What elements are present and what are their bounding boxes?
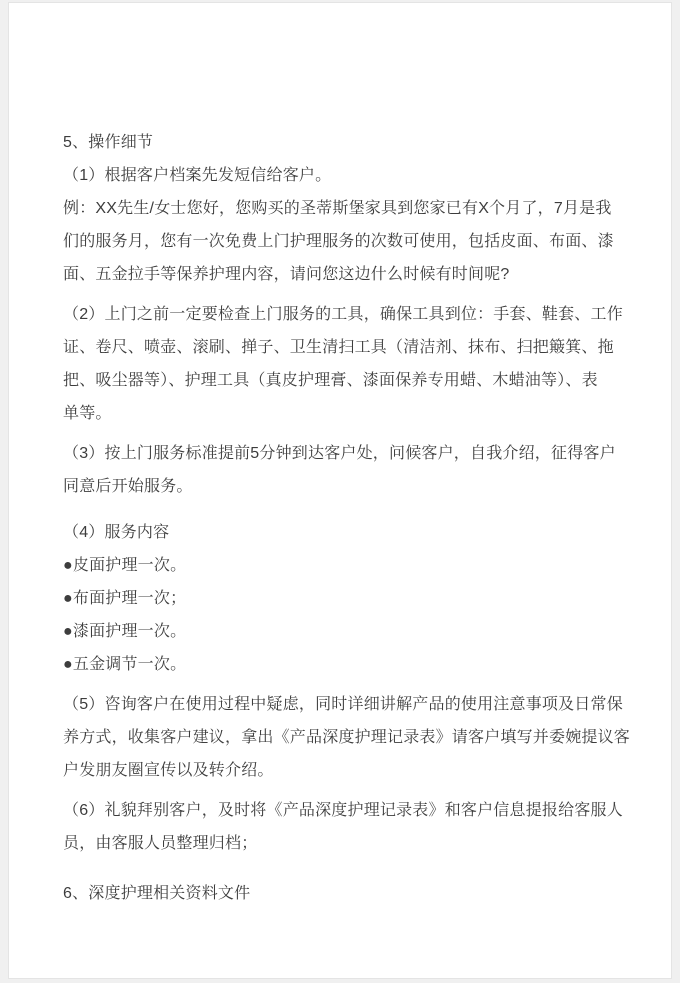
section-6-heading: 6、深度护理相关资料文件 — [63, 885, 251, 902]
section-6-heading-wrap — [63, 877, 619, 910]
text-line: 证、卷尺、喷壶、滚刷、掸子、卫生清扫工具（清洁剂、抹布、扫把簸箕、拖 — [63, 339, 614, 356]
paragraph-item-2 — [63, 298, 623, 430]
paragraph-item-5 — [63, 688, 631, 787]
text-line: 例：XX先生/女士您好，您购买的圣蒂斯堡家具到您家已有X个月了，7月是我 — [63, 200, 612, 217]
bullet-line: ●皮面护理一次。 — [63, 557, 187, 574]
text-line: （3）按上门服务标准提前5分钟到达客户处，问候客户，自我介绍，征得客户 — [63, 445, 616, 462]
text-line: 把、吸尘器等）、护理工具（真皮护理膏、漆面保养专用蜡、木蜡油等）、表 — [63, 372, 598, 389]
text-line: （5）咨询客户在使用过程中疑虑，同时详细讲解产品的使用注意事项及日常保 — [63, 696, 623, 713]
paragraph-item-4 — [63, 516, 619, 681]
text-line: （1）根据客户档案先发短信给客户。 — [63, 167, 332, 184]
text-line: 同意后开始服务。 — [63, 478, 193, 495]
text-line: （6）礼貌拜别客户，及时将《产品深度护理记录表》和客户信息提报给客服人 — [63, 802, 623, 819]
text-line: 单等。 — [63, 405, 112, 422]
bullet-line: ●布面护理一次； — [63, 590, 187, 607]
item-4-title: （4）服务内容 — [63, 524, 170, 541]
bullet-line: ●漆面护理一次。 — [63, 623, 187, 640]
text-line: 养方式，收集客户建议，拿出《产品深度护理记录表》请客户填写并委婉提议客 — [63, 729, 631, 746]
text-line: 面、五金拉手等保养护理内容，请问您这边什么时候有时间呢? — [63, 266, 510, 283]
document-content — [63, 126, 631, 910]
paragraph-item-1 — [63, 159, 619, 291]
document-page — [8, 2, 672, 979]
text-line: （2）上门之前一定要检查上门服务的工具，确保工具到位：手套、鞋套、工作 — [63, 306, 623, 323]
paragraph-item-3 — [63, 437, 619, 503]
bullet-line: ●五金调节一次。 — [63, 656, 187, 673]
paragraph-item-6 — [63, 794, 623, 860]
text-line: 户发朋友圈宣传以及转介绍。 — [63, 762, 274, 779]
text-line: 员，由客服人员整理归档； — [63, 835, 258, 852]
text-line: 们的服务月，您有一次免费上门护理服务的次数可使用，包括皮面、布面、漆 — [63, 233, 614, 250]
section-5-heading: 5、操作细节 — [63, 134, 154, 151]
